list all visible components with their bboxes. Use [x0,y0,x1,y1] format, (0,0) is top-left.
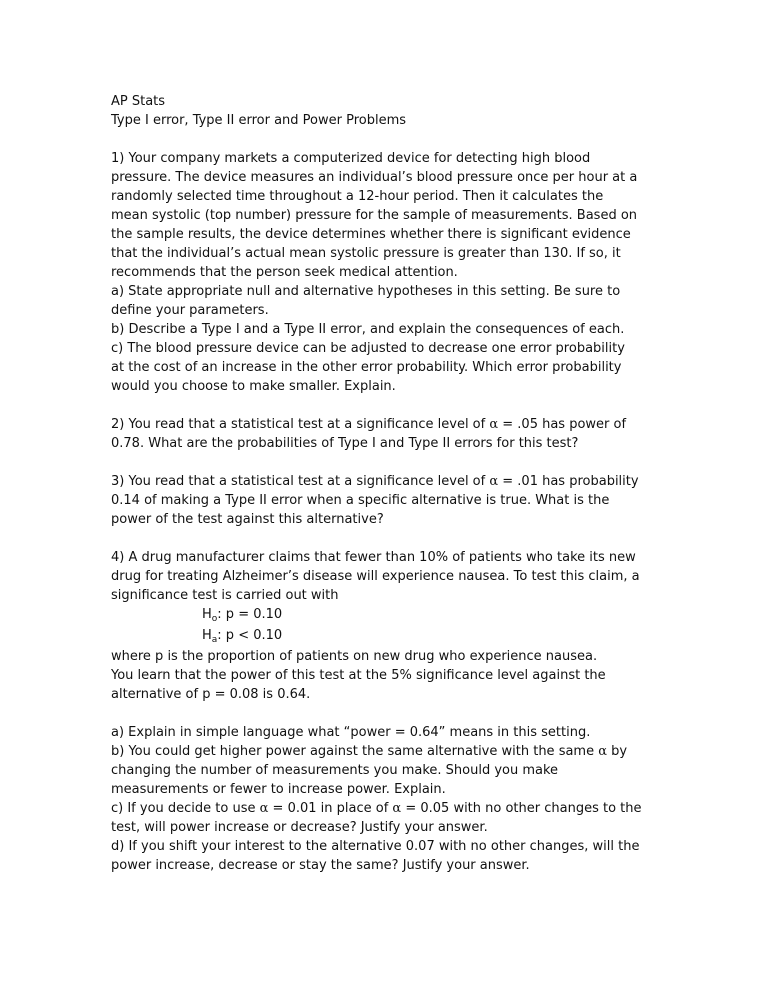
subscript-o: o [211,614,218,624]
q1c-line: would you choose to make smaller. Explain. [111,379,396,394]
q4-line: You learn that the power of this test at the 5% significance level against the [111,668,606,683]
q1-line: recommends that the person seek medical attention. [111,265,458,280]
question-2 [111,415,656,453]
q1a-line: a) State appropriate null and alternative hypotheses in this setting. Be sure to [111,284,621,299]
q1-line: the sample results, the device determines whether there is significant evidence [111,227,631,242]
q1-line: 1) Your company markets a computerized device for detecting high blood [111,151,591,166]
q4a-line: a) Explain in simple language what “power = 0.64” means in this setting. [111,725,591,740]
q2-line [111,415,656,434]
q1-line: randomly selected time throughout a 12-hour period. Then it calculates the [111,189,604,204]
q4b-text: by [607,744,628,759]
question-1 [111,149,656,396]
spacer [111,396,656,415]
q2-text: = .05 has power of [498,417,627,432]
alpha-symbol: α [392,801,402,816]
null-hypothesis [111,605,656,626]
spacer [111,529,656,548]
q4b-line: changing the number of measurements you make. Should you make [111,763,559,778]
h-symbol: H [202,628,212,643]
subscript-a: a [211,635,218,645]
q4d-line: power increase, decrease or stay the same? Justify your answer. [111,858,530,873]
q4d-line: d) If you shift your interest to the alternative 0.07 with no other changes, will the [111,839,640,854]
alpha-symbol: α [259,801,269,816]
q4c-text: c) If you decide to use [111,801,260,816]
q1a-line: define your parameters. [111,303,269,318]
q1c-line: at the cost of an increase in the other error probability. Which error probability [111,360,622,375]
spacer [111,453,656,472]
q1-line: that the individual’s actual mean systolic pressure is greater than 130. If so, it [111,246,621,261]
alpha-symbol: α [489,417,499,432]
q3-line [111,472,656,491]
q1c-line: c) The blood pressure device can be adjusted to decrease one error probability [111,341,625,356]
q4-line: alternative of p = 0.08 is 0.64. [111,687,311,702]
q3-line: power of the test against this alternative? [111,512,384,527]
q4b-line [111,742,656,761]
q4c-text: = 0.01 in place of [268,801,393,816]
q4c-line [111,799,656,818]
q1-line: pressure. The device measures an individual’s blood pressure once per hour at a [111,170,638,185]
q4b-line: measurements or fewer to increase power. Explain. [111,782,446,797]
q4b-text: b) You could get higher power against the same alternative with the same [111,744,599,759]
null-hypothesis-text: : p = 0.10 [217,607,283,622]
q4c-text: = 0.05 with no other changes to the [401,801,642,816]
q2-text: 2) You read that a statistical test at a significance level of [111,417,490,432]
spacer [111,704,656,723]
h-symbol: H [202,607,212,622]
question-4 [111,548,656,875]
q4-line: where p is the proportion of patients on new drug who experience nausea. [111,649,598,664]
course-name: AP Stats [111,94,166,109]
q4-line: drug for treating Alzheimer’s disease will experience nausea. To test this claim, a [111,569,640,584]
q1-line: mean systolic (top number) pressure for the sample of measurements. Based on [111,208,638,223]
q4-line: significance test is carried out with [111,588,339,603]
spacer [111,130,656,149]
q2-line: 0.78. What are the probabilities of Type I and Type II errors for this test? [111,436,579,451]
q1b-line: b) Describe a Type I and a Type II error, and explain the consequences of each. [111,322,625,337]
worksheet-page [111,92,656,875]
alternative-hypothesis-text: : p < 0.10 [217,628,283,643]
worksheet-title: Type I error, Type II error and Power Problems [111,113,407,128]
question-3 [111,472,656,529]
alpha-symbol: α [598,744,608,759]
q3-text: 3) You read that a statistical test at a significance level of [111,474,490,489]
q4-line: 4) A drug manufacturer claims that fewer than 10% of patients who take its new [111,550,636,565]
alpha-symbol: α [489,474,499,489]
q3-line: 0.14 of making a Type II error when a specific alternative is true. What is the [111,493,610,508]
q4c-line: test, will power increase or decrease? Justify your answer. [111,820,488,835]
q3-text: = .01 has probability [498,474,639,489]
alternative-hypothesis [111,626,656,647]
